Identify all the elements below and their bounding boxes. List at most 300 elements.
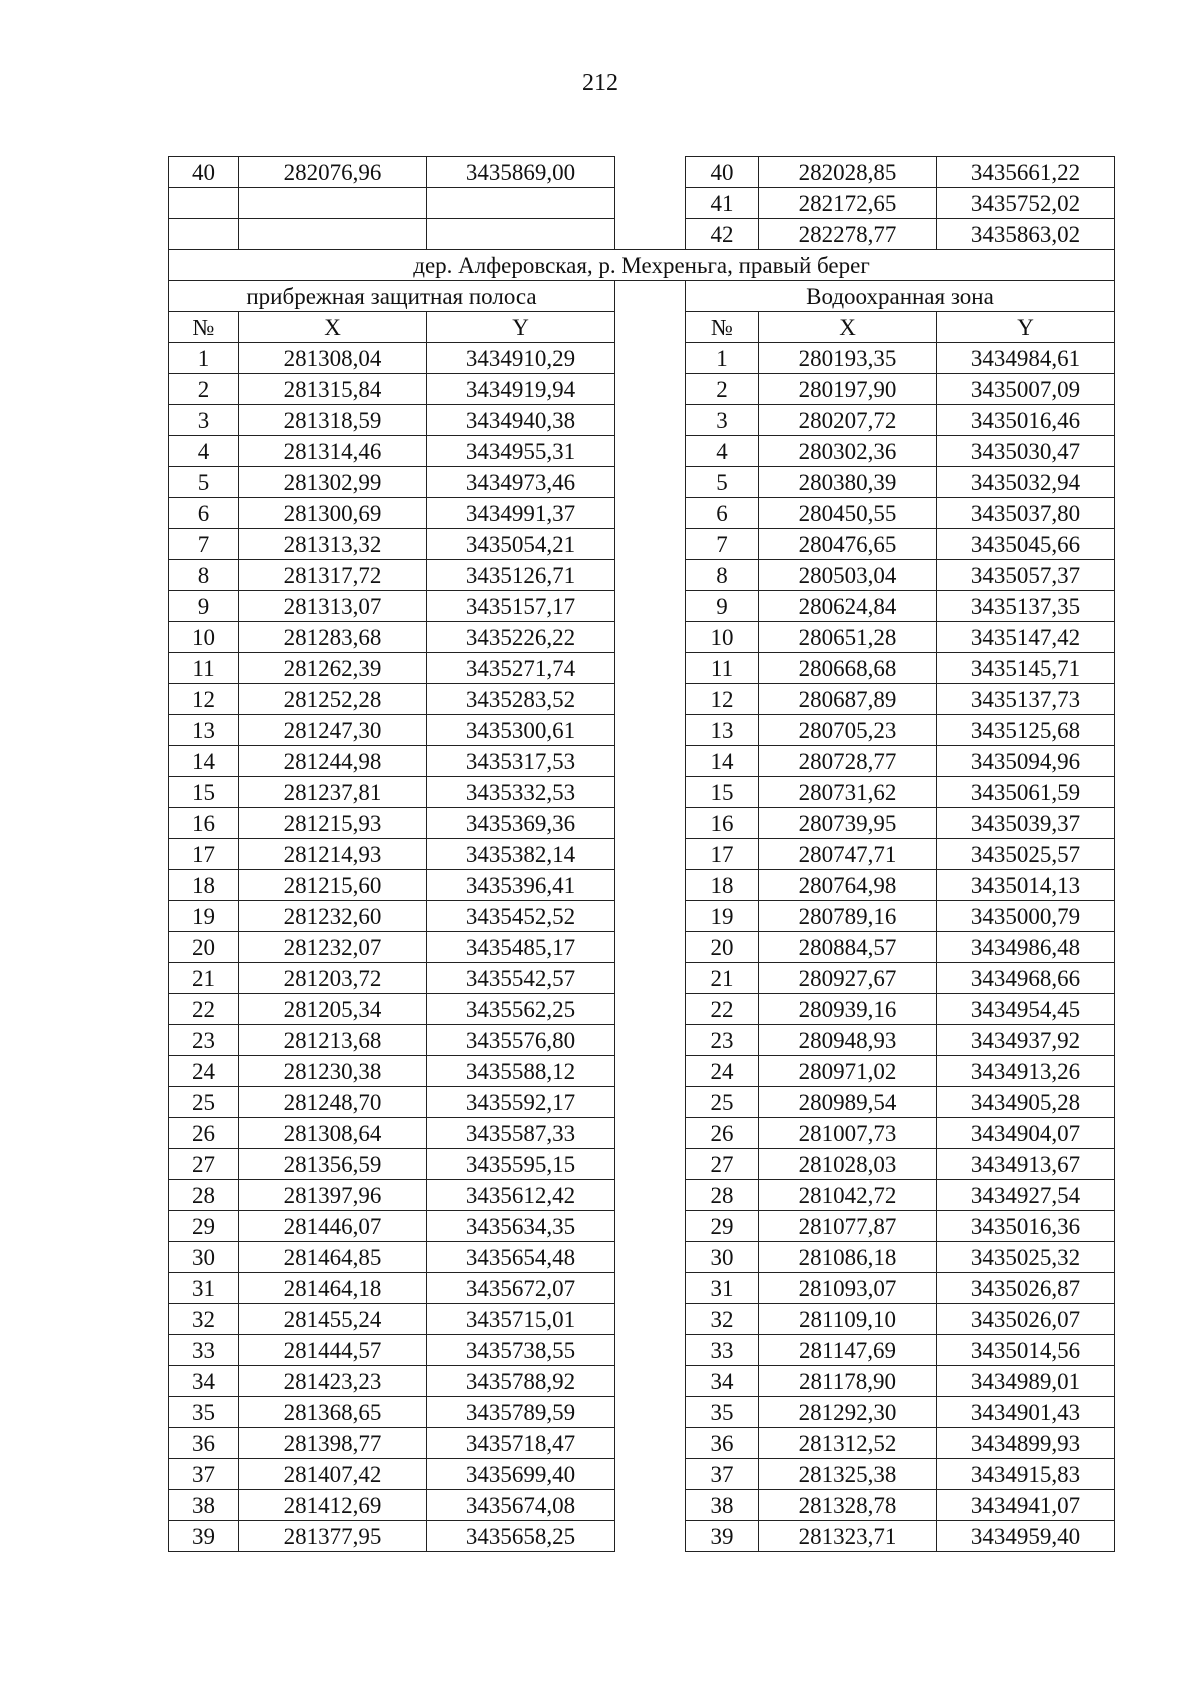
y-coordinate: 3434989,01 <box>937 1366 1115 1397</box>
x-coordinate: 280624,84 <box>759 591 937 622</box>
point-number: 34 <box>686 1366 759 1397</box>
y-coordinate: 3435595,15 <box>427 1149 615 1180</box>
y-coordinate: 3434919,94 <box>427 374 615 405</box>
y-coordinate: 3435271,74 <box>427 653 615 684</box>
column-gap <box>615 1056 686 1087</box>
x-coordinate: 282278,77 <box>759 219 937 250</box>
x-coordinate: 281313,07 <box>239 591 427 622</box>
y-coordinate: 3434991,37 <box>427 498 615 529</box>
point-number: 14 <box>169 746 239 777</box>
y-coordinate: 3434940,38 <box>427 405 615 436</box>
column-gap <box>615 1180 686 1211</box>
y-coordinate: 3434968,66 <box>937 963 1115 994</box>
table-row <box>169 1273 1115 1304</box>
y-coordinate: 3435396,41 <box>427 870 615 901</box>
x-coordinate: 282028,85 <box>759 157 937 188</box>
y-coordinate: 3435542,57 <box>427 963 615 994</box>
y-coordinate: 3435016,36 <box>937 1211 1115 1242</box>
point-number: 11 <box>169 653 239 684</box>
point-number: 37 <box>686 1459 759 1490</box>
x-coordinate: 281313,32 <box>239 529 427 560</box>
point-number: 35 <box>169 1397 239 1428</box>
table-row <box>169 1366 1115 1397</box>
point-number: 13 <box>686 715 759 746</box>
x-coordinate: 281302,99 <box>239 467 427 498</box>
y-coordinate: 3435137,35 <box>937 591 1115 622</box>
section-title-row <box>169 250 1115 281</box>
y-coordinate: 3435718,47 <box>427 1428 615 1459</box>
y-coordinate: 3435752,02 <box>937 188 1115 219</box>
point-number: 1 <box>169 343 239 374</box>
x-coordinate: 281109,10 <box>759 1304 937 1335</box>
point-number: 22 <box>686 994 759 1025</box>
table-row <box>169 1242 1115 1273</box>
point-number: 37 <box>169 1459 239 1490</box>
coordinates-table <box>168 156 1115 1552</box>
x-coordinate: 281328,78 <box>759 1490 937 1521</box>
point-number: 26 <box>169 1118 239 1149</box>
y-coordinate: 3435054,21 <box>427 529 615 560</box>
y-header: Y <box>937 312 1115 343</box>
point-number: 34 <box>169 1366 239 1397</box>
y-coordinate: 3435094,96 <box>937 746 1115 777</box>
table-row <box>169 1428 1115 1459</box>
point-number: 25 <box>686 1087 759 1118</box>
point-number: 19 <box>686 901 759 932</box>
y-coordinate: 3435026,87 <box>937 1273 1115 1304</box>
y-coordinate: 3435452,52 <box>427 901 615 932</box>
column-gap <box>615 1459 686 1490</box>
x-coordinate: 281028,03 <box>759 1149 937 1180</box>
point-number <box>169 219 239 250</box>
x-coordinate: 281214,93 <box>239 839 427 870</box>
y-coordinate: 3435332,53 <box>427 777 615 808</box>
point-number: 33 <box>686 1335 759 1366</box>
y-coordinate: 3435226,22 <box>427 622 615 653</box>
y-header: Y <box>427 312 615 343</box>
column-gap <box>615 1490 686 1521</box>
y-coordinate: 3435025,32 <box>937 1242 1115 1273</box>
y-coordinate: 3435137,73 <box>937 684 1115 715</box>
y-coordinate: 3435382,14 <box>427 839 615 870</box>
y-coordinate: 3435045,66 <box>937 529 1115 560</box>
point-number: 16 <box>169 808 239 839</box>
column-gap <box>615 808 686 839</box>
point-number: 35 <box>686 1397 759 1428</box>
table-row <box>169 219 1115 250</box>
point-number: 23 <box>169 1025 239 1056</box>
table-row <box>169 1335 1115 1366</box>
y-coordinate: 3435788,92 <box>427 1366 615 1397</box>
column-gap <box>615 1304 686 1335</box>
x-coordinate: 281147,69 <box>759 1335 937 1366</box>
x-coordinate: 281397,96 <box>239 1180 427 1211</box>
point-number: 24 <box>686 1056 759 1087</box>
table-row <box>169 405 1115 436</box>
y-coordinate: 3435000,79 <box>937 901 1115 932</box>
x-coordinate <box>239 219 427 250</box>
y-coordinate: 3435030,47 <box>937 436 1115 467</box>
y-coordinate: 3435658,25 <box>427 1521 615 1552</box>
table-row <box>169 1180 1115 1211</box>
point-number: 16 <box>686 808 759 839</box>
y-coordinate: 3435672,07 <box>427 1273 615 1304</box>
x-coordinate: 280971,02 <box>759 1056 937 1087</box>
x-coordinate: 281323,71 <box>759 1521 937 1552</box>
y-coordinate: 3435869,00 <box>427 157 615 188</box>
column-gap <box>615 1211 686 1242</box>
x-coordinate: 281232,07 <box>239 932 427 963</box>
y-coordinate: 3434927,54 <box>937 1180 1115 1211</box>
point-number: 21 <box>686 963 759 994</box>
x-coordinate: 281455,24 <box>239 1304 427 1335</box>
x-coordinate: 281464,85 <box>239 1242 427 1273</box>
x-coordinate: 280989,54 <box>759 1087 937 1118</box>
x-coordinate: 280197,90 <box>759 374 937 405</box>
subtable-titles-row <box>169 281 1115 312</box>
column-gap <box>615 994 686 1025</box>
x-coordinate: 281317,72 <box>239 560 427 591</box>
point-number: 6 <box>169 498 239 529</box>
y-coordinate: 3434899,93 <box>937 1428 1115 1459</box>
column-gap <box>615 529 686 560</box>
y-coordinate: 3435025,57 <box>937 839 1115 870</box>
column-gap <box>615 715 686 746</box>
y-coordinate: 3434904,07 <box>937 1118 1115 1149</box>
y-coordinate: 3435789,59 <box>427 1397 615 1428</box>
column-gap <box>615 498 686 529</box>
table-row <box>169 343 1115 374</box>
table-row <box>169 932 1115 963</box>
x-coordinate: 281444,57 <box>239 1335 427 1366</box>
point-number: 39 <box>686 1521 759 1552</box>
table-row <box>169 529 1115 560</box>
point-number: 15 <box>169 777 239 808</box>
x-coordinate: 281244,98 <box>239 746 427 777</box>
column-gap <box>615 1087 686 1118</box>
point-number: 17 <box>169 839 239 870</box>
point-number: 21 <box>169 963 239 994</box>
x-coordinate: 280380,39 <box>759 467 937 498</box>
x-coordinate: 281318,59 <box>239 405 427 436</box>
point-number: 5 <box>169 467 239 498</box>
point-number: 14 <box>686 746 759 777</box>
point-number: 38 <box>169 1490 239 1521</box>
y-coordinate: 3435738,55 <box>427 1335 615 1366</box>
y-coordinate: 3435674,08 <box>427 1490 615 1521</box>
point-number: 13 <box>169 715 239 746</box>
table-row <box>169 560 1115 591</box>
column-gap <box>615 839 686 870</box>
y-coordinate: 3434959,40 <box>937 1521 1115 1552</box>
point-number: 30 <box>686 1242 759 1273</box>
y-coordinate: 3435126,71 <box>427 560 615 591</box>
column-gap <box>615 777 686 808</box>
point-number: 20 <box>169 932 239 963</box>
point-number: 12 <box>169 684 239 715</box>
y-coordinate: 3435699,40 <box>427 1459 615 1490</box>
x-coordinate: 281262,39 <box>239 653 427 684</box>
x-coordinate: 280739,95 <box>759 808 937 839</box>
column-gap <box>615 467 686 498</box>
x-coordinate: 282076,96 <box>239 157 427 188</box>
table-row <box>169 374 1115 405</box>
column-gap <box>615 436 686 467</box>
x-coordinate: 281377,95 <box>239 1521 427 1552</box>
y-coordinate: 3434913,26 <box>937 1056 1115 1087</box>
point-number: 5 <box>686 467 759 498</box>
table-row <box>169 1118 1115 1149</box>
column-gap <box>615 374 686 405</box>
point-number: 11 <box>686 653 759 684</box>
table-row <box>169 1521 1115 1552</box>
page-number: 212 <box>582 70 618 96</box>
x-coordinate: 280302,36 <box>759 436 937 467</box>
point-number: 8 <box>686 560 759 591</box>
x-header: X <box>239 312 427 343</box>
x-coordinate: 280927,67 <box>759 963 937 994</box>
table-row <box>169 839 1115 870</box>
x-coordinate: 280884,57 <box>759 932 937 963</box>
table-row <box>169 467 1115 498</box>
y-coordinate: 3435576,80 <box>427 1025 615 1056</box>
column-gap <box>615 870 686 901</box>
x-coordinate: 281007,73 <box>759 1118 937 1149</box>
point-number: 8 <box>169 560 239 591</box>
y-coordinate: 3435587,33 <box>427 1118 615 1149</box>
point-number: 2 <box>169 374 239 405</box>
y-coordinate: 3434984,61 <box>937 343 1115 374</box>
y-coordinate: 3435039,37 <box>937 808 1115 839</box>
y-coordinate: 3435562,25 <box>427 994 615 1025</box>
x-coordinate: 281314,46 <box>239 436 427 467</box>
point-number: 32 <box>686 1304 759 1335</box>
column-gap <box>615 622 686 653</box>
y-coordinate: 3435147,42 <box>937 622 1115 653</box>
y-coordinate: 3435715,01 <box>427 1304 615 1335</box>
y-coordinate <box>427 188 615 219</box>
x-coordinate: 280193,35 <box>759 343 937 374</box>
x-coordinate: 280705,23 <box>759 715 937 746</box>
x-coordinate: 280731,62 <box>759 777 937 808</box>
x-coordinate: 281312,52 <box>759 1428 937 1459</box>
point-number <box>169 188 239 219</box>
point-number: 9 <box>686 591 759 622</box>
y-coordinate: 3435125,68 <box>937 715 1115 746</box>
column-gap <box>615 963 686 994</box>
x-coordinate: 281247,30 <box>239 715 427 746</box>
table-row <box>169 436 1115 467</box>
point-number: 33 <box>169 1335 239 1366</box>
column-gap <box>615 1149 686 1180</box>
y-coordinate: 3435300,61 <box>427 715 615 746</box>
x-coordinate: 281308,04 <box>239 343 427 374</box>
y-coordinate: 3435014,56 <box>937 1335 1115 1366</box>
column-gap <box>615 1366 686 1397</box>
table-row <box>169 1025 1115 1056</box>
point-number: 39 <box>169 1521 239 1552</box>
point-number: 36 <box>686 1428 759 1459</box>
x-coordinate <box>239 188 427 219</box>
left-table-title: прибрежная защитная полоса <box>169 281 615 312</box>
x-coordinate: 281308,64 <box>239 1118 427 1149</box>
y-coordinate: 3435007,09 <box>937 374 1115 405</box>
y-coordinate: 3435057,37 <box>937 560 1115 591</box>
x-coordinate: 281230,38 <box>239 1056 427 1087</box>
y-coordinate: 3435592,17 <box>427 1087 615 1118</box>
column-gap <box>615 560 686 591</box>
point-number: 17 <box>686 839 759 870</box>
point-number: 7 <box>169 529 239 560</box>
point-number: 9 <box>169 591 239 622</box>
column-gap <box>615 1335 686 1366</box>
point-number: 29 <box>686 1211 759 1242</box>
column-gap <box>615 746 686 777</box>
y-coordinate: 3435016,46 <box>937 405 1115 436</box>
table-row <box>169 653 1115 684</box>
table-row <box>169 715 1115 746</box>
point-number: 22 <box>169 994 239 1025</box>
y-coordinate: 3434901,43 <box>937 1397 1115 1428</box>
x-coordinate: 280668,68 <box>759 653 937 684</box>
table-row <box>169 622 1115 653</box>
y-coordinate: 3434905,28 <box>937 1087 1115 1118</box>
table-row <box>169 1149 1115 1180</box>
x-coordinate: 280747,71 <box>759 839 937 870</box>
point-number: 15 <box>686 777 759 808</box>
point-number: 2 <box>686 374 759 405</box>
point-number: 38 <box>686 1490 759 1521</box>
y-coordinate: 3435026,07 <box>937 1304 1115 1335</box>
x-coordinate: 281178,90 <box>759 1366 937 1397</box>
table-row <box>169 994 1115 1025</box>
point-number: 27 <box>169 1149 239 1180</box>
x-coordinate: 280948,93 <box>759 1025 937 1056</box>
point-number: 7 <box>686 529 759 560</box>
y-coordinate: 3435588,12 <box>427 1056 615 1087</box>
x-coordinate: 280476,65 <box>759 529 937 560</box>
x-coordinate: 281248,70 <box>239 1087 427 1118</box>
y-coordinate: 3434955,31 <box>427 436 615 467</box>
x-coordinate: 281464,18 <box>239 1273 427 1304</box>
x-coordinate: 281412,69 <box>239 1490 427 1521</box>
y-coordinate <box>427 219 615 250</box>
table-row <box>169 963 1115 994</box>
column-gap <box>615 312 686 343</box>
point-number: 29 <box>169 1211 239 1242</box>
point-number: 12 <box>686 684 759 715</box>
point-number: 36 <box>169 1428 239 1459</box>
x-coordinate: 280450,55 <box>759 498 937 529</box>
x-coordinate: 281368,65 <box>239 1397 427 1428</box>
point-number: 26 <box>686 1118 759 1149</box>
point-number: 30 <box>169 1242 239 1273</box>
column-gap <box>615 1428 686 1459</box>
x-header: X <box>759 312 937 343</box>
point-number: 31 <box>686 1273 759 1304</box>
x-coordinate: 281315,84 <box>239 374 427 405</box>
right-table-title: Водоохранная зона <box>686 281 1115 312</box>
x-coordinate: 280789,16 <box>759 901 937 932</box>
point-number: 42 <box>686 219 759 250</box>
point-number: 18 <box>169 870 239 901</box>
y-coordinate: 3435145,71 <box>937 653 1115 684</box>
point-number: 10 <box>686 622 759 653</box>
x-coordinate: 280764,98 <box>759 870 937 901</box>
point-number: 25 <box>169 1087 239 1118</box>
point-number: 23 <box>686 1025 759 1056</box>
x-coordinate: 281300,69 <box>239 498 427 529</box>
table-row <box>169 1211 1115 1242</box>
number-header: № <box>169 312 239 343</box>
point-number: 18 <box>686 870 759 901</box>
x-coordinate: 281356,59 <box>239 1149 427 1180</box>
y-coordinate: 3434954,45 <box>937 994 1115 1025</box>
table-row <box>169 1087 1115 1118</box>
table-row <box>169 1056 1115 1087</box>
point-number: 10 <box>169 622 239 653</box>
x-coordinate: 281232,60 <box>239 901 427 932</box>
x-coordinate: 280207,72 <box>759 405 937 436</box>
table-row <box>169 1304 1115 1335</box>
column-gap <box>615 281 686 312</box>
column-gap <box>615 1397 686 1428</box>
x-coordinate: 280939,16 <box>759 994 937 1025</box>
x-coordinate: 282172,65 <box>759 188 937 219</box>
x-coordinate: 281215,93 <box>239 808 427 839</box>
x-coordinate: 280687,89 <box>759 684 937 715</box>
column-gap <box>615 157 686 188</box>
point-number: 28 <box>686 1180 759 1211</box>
y-coordinate: 3434973,46 <box>427 467 615 498</box>
y-coordinate: 3434915,83 <box>937 1459 1115 1490</box>
y-coordinate: 3435661,22 <box>937 157 1115 188</box>
table-row <box>169 808 1115 839</box>
x-coordinate: 281086,18 <box>759 1242 937 1273</box>
header-row <box>169 312 1115 343</box>
table-row <box>169 870 1115 901</box>
x-coordinate: 281292,30 <box>759 1397 937 1428</box>
column-gap <box>615 343 686 374</box>
x-coordinate: 280651,28 <box>759 622 937 653</box>
table-row <box>169 1397 1115 1428</box>
x-coordinate: 280503,04 <box>759 560 937 591</box>
table-row <box>169 1490 1115 1521</box>
x-coordinate: 281203,72 <box>239 963 427 994</box>
y-coordinate: 3434913,67 <box>937 1149 1115 1180</box>
y-coordinate: 3435369,36 <box>427 808 615 839</box>
column-gap <box>615 405 686 436</box>
column-gap <box>615 188 686 219</box>
x-coordinate: 281252,28 <box>239 684 427 715</box>
x-coordinate: 281407,42 <box>239 1459 427 1490</box>
x-coordinate: 281077,87 <box>759 1211 937 1242</box>
x-coordinate: 281398,77 <box>239 1428 427 1459</box>
table-row <box>169 901 1115 932</box>
x-coordinate: 281042,72 <box>759 1180 937 1211</box>
point-number: 19 <box>169 901 239 932</box>
point-number: 4 <box>686 436 759 467</box>
point-number: 40 <box>169 157 239 188</box>
x-coordinate: 281325,38 <box>759 1459 937 1490</box>
x-coordinate: 281215,60 <box>239 870 427 901</box>
y-coordinate: 3435317,53 <box>427 746 615 777</box>
y-coordinate: 3435037,80 <box>937 498 1115 529</box>
y-coordinate: 3435283,52 <box>427 684 615 715</box>
column-gap <box>615 1118 686 1149</box>
column-gap <box>615 684 686 715</box>
y-coordinate: 3435485,17 <box>427 932 615 963</box>
